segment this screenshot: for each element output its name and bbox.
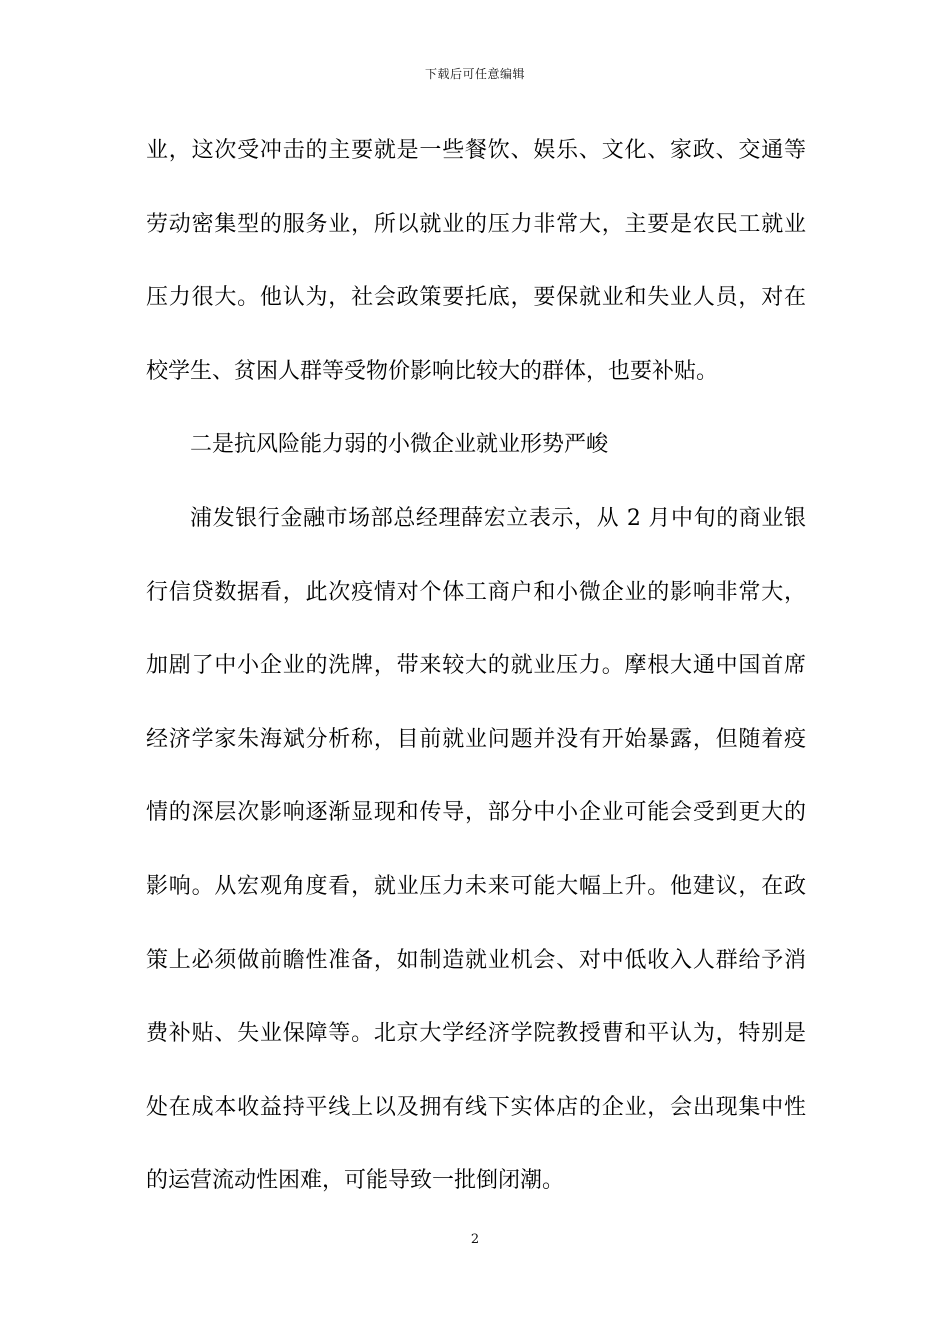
text-line: 处在成本收益持平线上以及拥有线下实体店的企业，会出现集中性 [146, 1094, 806, 1120]
text-line: 经济学家朱海斌分析称，目前就业问题并没有开始暴露，但随着疫 [146, 726, 806, 752]
text-line: 业，这次受冲击的主要就是一些餐饮、娱乐、文化、家政、交通等 [146, 138, 806, 163]
text-line: 浦发银行金融市场部总经理薛宏立表示，从 2 月中旬的商业银 [190, 505, 806, 531]
text-line: 费补贴、失业保障等。北京大学经济学院教授曹和平认为，特别是 [146, 1021, 806, 1047]
text-line: 加剧了中小企业的洗牌，带来较大的就业压力。摩根大通中国首席 [146, 653, 806, 679]
text-line: 二是抗风险能力弱的小微企业就业形势严峻 [190, 432, 609, 458]
text-line: 情的深层次影响逐渐显现和传导，部分中小企业可能会受到更大的 [146, 800, 806, 826]
page-header: 下载后可任意编辑 [424, 67, 525, 81]
text-line: 影响。从宏观角度看，就业压力未来可能大幅上升。他建议，在政 [146, 873, 806, 899]
text-line: 校学生、贫困人群等受物价影响比较大的群体，也要补贴。 [146, 358, 719, 384]
page-number: 2 [470, 1232, 480, 1247]
text-line: 的运营流动性困难，可能导致一批倒闭潮。 [146, 1168, 565, 1194]
text-line: 策上必须做前瞻性准备，如制造就业机会、对中低收入人群给予消 [146, 947, 806, 973]
document-body [146, 127, 806, 1231]
text-line: 压力很大。他认为，社会政策要托底，要保就业和失业人员，对在 [146, 285, 806, 311]
text-line: 劳动密集型的服务业，所以就业的压力非常大，主要是农民工就业 [146, 211, 806, 237]
text-line: 行信贷数据看，此次疫情对个体工商户和小微企业的影响非常大， [146, 579, 806, 605]
